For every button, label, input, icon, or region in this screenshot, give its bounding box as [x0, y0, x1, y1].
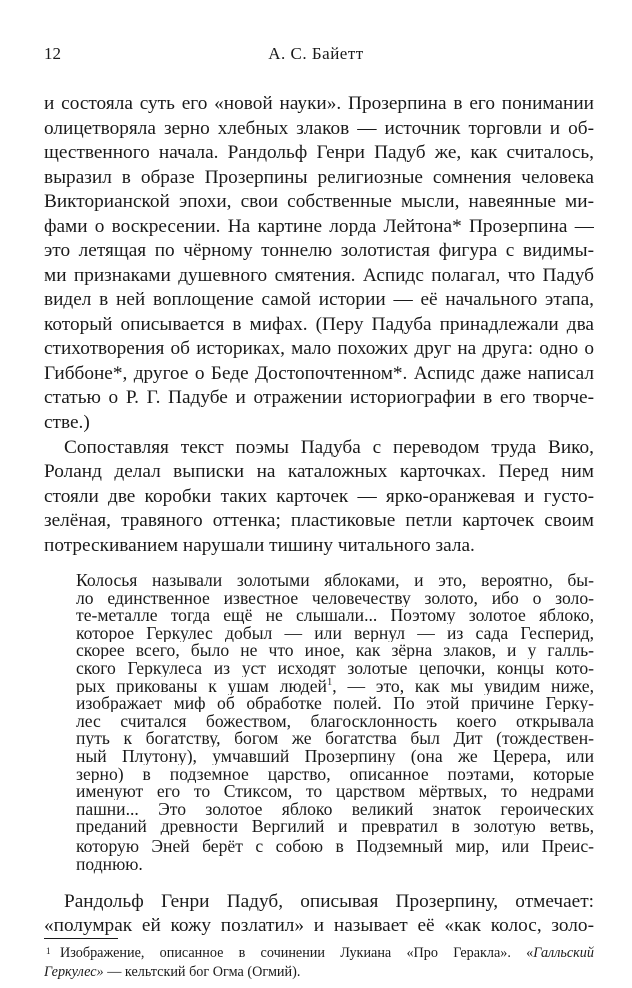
quote-line: которое Геркулес добыл — или вернул — из сада Гесперид, — [76, 624, 594, 642]
quote-line: ный Плутону), умчавший Прозерпину (она же Церера, или — [76, 748, 594, 765]
text-line: который описывается в мифах. (Перу Падуба принадлежали два — [44, 314, 594, 335]
quote-line: те-металле тогда ещё не слышали... Поэтому золотое яблоко, — [76, 607, 594, 625]
text-line: потрескиванием нарушали тишину читального зала. — [44, 535, 475, 556]
footnote-text: — кельтский бог Огма (Огмий). — [103, 964, 301, 980]
quote-line: преданий древности Вергилий и превратил в золотую ветвь, — [76, 818, 594, 836]
footnote-marker: 1 — [46, 946, 51, 956]
text-line: Сопоставляя текст поэмы Падуба с переводом труда Вико, — [64, 437, 594, 458]
footnote-line — [44, 963, 594, 981]
quote-line: пашни... Это золотое яблоко великий знаток героических — [76, 800, 594, 818]
text-line: Гиббоне*, другое о Беде Достопочтенном*. Аспидс даже написал — [44, 363, 594, 384]
quote-line-part: , — это, как мы увидим ниже, — [332, 677, 594, 695]
quote-line: скорее всего, было не что иное, как зёрна злаков, и у галль- — [76, 642, 594, 660]
quote-line: Колосья называли золотыми яблоками, и это, вероятно, бы- — [76, 572, 594, 589]
text-line: стихотворения об историках, мало похожих друг на друга: одно о — [44, 338, 594, 359]
text-line: Рандольф Генри Падуб, описывая Прозерпину, отмечает: — [64, 891, 594, 912]
quote-line: которую Эней берёт с собою в Подземный мир, или Преис- — [76, 836, 594, 856]
footnote-line — [60, 944, 594, 962]
text-line: ми признаками душевного смятения. Аспидс полагал, что Падуб — [44, 265, 594, 286]
text-line: и состояла суть его «новой науки». Прозерпина в его понимании — [44, 93, 594, 114]
text-line: «полумрак ей кожу позлатил» и называет её «как колос, золо- — [44, 915, 594, 936]
text-line: щественного начала. Рандольф Генри Падуб же, как считалось, — [44, 142, 594, 163]
quote-line — [76, 678, 594, 695]
text-line: стояли две коробки таких карточек — ярко-оранжевая и густо- — [44, 486, 594, 507]
footnote-reference[interactable]: 1 — [326, 677, 333, 688]
quote-line: изображает миф об обработке полей. По этой причине Герку- — [76, 695, 594, 713]
text-line: фами о воскресении. На картине лорда Лейтона* Прозерпина — — [44, 216, 594, 237]
quote-line: ского Геркулеса из уст исходят золотые цепочки, концы кото- — [76, 660, 594, 677]
quote-line: поднюю. — [76, 853, 143, 874]
quote-line-part: рых прикованы к ушам людей — [76, 677, 327, 695]
footnote-text: Изображение, описанное в сочинении Лукиана «Про Геракла». « — [60, 945, 534, 961]
quote-line: зерно) в подземное царство, описанное поэтами, которые — [76, 765, 594, 783]
text-line: выразил в образе Прозерпины религиозные сомнения человека — [44, 167, 594, 188]
running-title-author: А. С. Байетт — [268, 44, 364, 63]
quote-line: путь к богатству, богом же богатства был Дит (тождествен- — [76, 730, 594, 748]
text-line: олицетворяла зерно хлебных злаков — источник торговли и об- — [44, 118, 594, 139]
footnote-rule — [44, 938, 118, 939]
page-number: 12 — [44, 44, 61, 63]
running-head — [44, 44, 588, 70]
quote-line: именуют его то Стиксом, то царством мёртвых, то недрами — [76, 783, 594, 801]
footnote-italic: Галльский — [533, 945, 594, 961]
text-line: статью о Р. Г. Падубе и отражении историографии в его творче- — [44, 387, 594, 408]
quote-line: лес считался божеством, благосклонность коего открывала — [76, 712, 594, 730]
text-line: это летящая по чёрному тоннелю золотистая фигура с видимы- — [44, 240, 594, 261]
text-line: Викторианской эпохи, свои собственные мысли, навеянные ми- — [44, 191, 594, 212]
text-line: стве.) — [44, 412, 90, 433]
text-line: видел в ней воплощение самой истории — её начального этапа, — [44, 289, 594, 310]
text-line: зелёная, травяного оттенка; пластиковые петли карточек своим — [44, 510, 594, 531]
text-line: Роланд делал выписки на каталожных карточках. Перед ним — [44, 461, 594, 482]
footnote-italic: Геркулес» — [44, 964, 104, 980]
quote-line: ло единственное известное человечеству золото, ибо о золо- — [76, 589, 594, 607]
